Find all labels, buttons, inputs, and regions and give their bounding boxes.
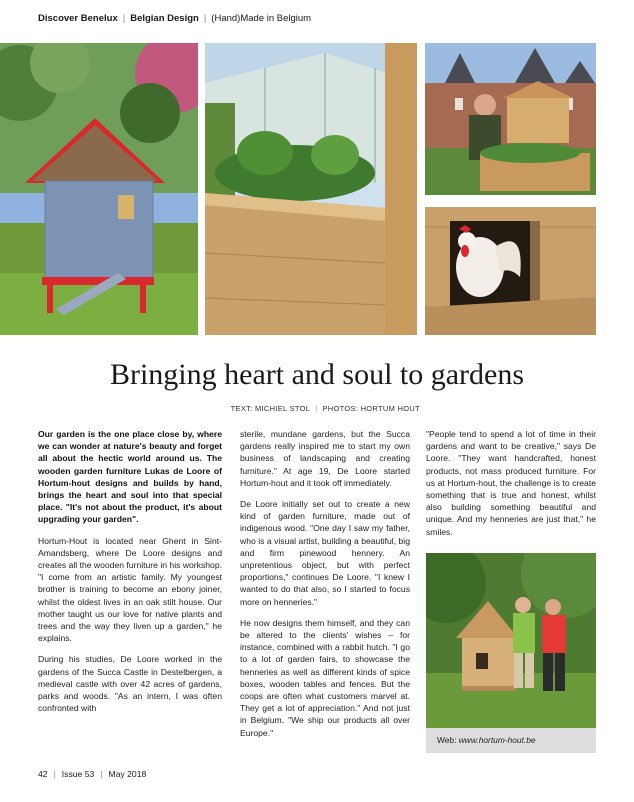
footer-separator: |: [53, 769, 56, 779]
article-column-1: [38, 428, 222, 723]
header-section: Discover Benelux: [38, 13, 118, 24]
header-separator: |: [122, 13, 126, 24]
body-paragraph: He now designs them himself, and they can be altered to the clients' wishes – for instance, combined with a rabbit hutch. "I go to a lot of garden fairs, to showcase the henneries as well as different kinds of spice boxes, wooden tables and fences. But the coops are often what customers marvel at. They get a lot of appreciation." And not just in Belgium. "We ship our products all over Europe.": [240, 617, 410, 738]
article-title: Bringing heart and soul to gardens: [109, 358, 525, 391]
issue-number: Issue 53: [61, 769, 95, 779]
credits-photos: PHOTOS: HORTUM HOUT: [322, 404, 420, 413]
header-category: Belgian Design: [130, 13, 199, 24]
body-paragraph: sterile, mundane gardens, but the Succa gardens really inspired me to start my own business of landscaping and creating furniture." At age 19, De Loore started Hortum-hout and it took off immediately.: [240, 429, 410, 488]
body-paragraph: Hortum-Hout is located near Ghent in Sint-Amandsberg, where De Loore designs and creates all the wooden furniture in his workshop. "I come from an artistic family. My youngest brother is training to become an ebony joiner, whilst the oldest lives in an oak stilt house. Our mother taught us our love for native plants and trees and the way they liven up a garden," he explains.: [38, 535, 222, 644]
rooster-photo: [425, 207, 596, 335]
page-number: 42: [38, 769, 48, 779]
article-column-2: [240, 428, 410, 748]
issue-date: May 2018: [108, 769, 147, 779]
lead-paragraph: Our garden is the one place close by, where we can wonder at nature's beauty and forget all about the hectic world around us. The wooden garden furniture Lukas de Loore of Hortum-hout designs and builds by hand, brings the heart and soul into that special place. "It's not about the product, it's about upgrading your garden".: [38, 429, 222, 525]
web-link-box: [426, 728, 596, 753]
web-url[interactable]: www.hortum-hout.be: [458, 735, 536, 745]
castle-photo: [425, 43, 596, 195]
footer-separator: |: [100, 769, 103, 779]
body-paragraph: During his studies, De Loore worked in the gardens of the Succa Castle in Destelbergen, a medieval castle with over 42 acres of gardens, parks and woods. "As an intern, I was often confronted with: [38, 654, 222, 714]
article-column-3: [426, 428, 596, 547]
header-separator: |: [203, 13, 207, 24]
running-header: [38, 13, 311, 24]
body-paragraph: "People tend to spend a lot of time in their gardens and want to be creative," says De Loore. "They want handcrafted, honest products, not mass produced furniture. For us at Hortum-hout, the challenge is to create something that is true and honest, whilst also building something beautiful and unique. And my henneries are just that," he smiles.: [426, 429, 596, 537]
page-footer: [38, 769, 146, 779]
header-topic: (Hand)Made in Belgium: [211, 13, 312, 24]
web-label: Web:: [437, 735, 457, 745]
article-credits: [231, 404, 420, 413]
planter-photo: [205, 43, 417, 335]
credits-separator: |: [315, 404, 318, 413]
portrait-photo: [426, 553, 596, 728]
credits-text: TEXT: MICHIEL STOL: [230, 404, 311, 413]
body-paragraph: De Loore initially set out to create a new kind of garden furniture, made out of indigenous wood. "One day I saw my father, who is a visual artist, building a beautiful, big and firm pinewood hennery. An unpretentious object, but with perfect proportions," continues De Loore. "I knew I wanted to do that also, so I started to focus more on henneries.": [240, 499, 410, 607]
henhouse-photo: [0, 43, 198, 335]
